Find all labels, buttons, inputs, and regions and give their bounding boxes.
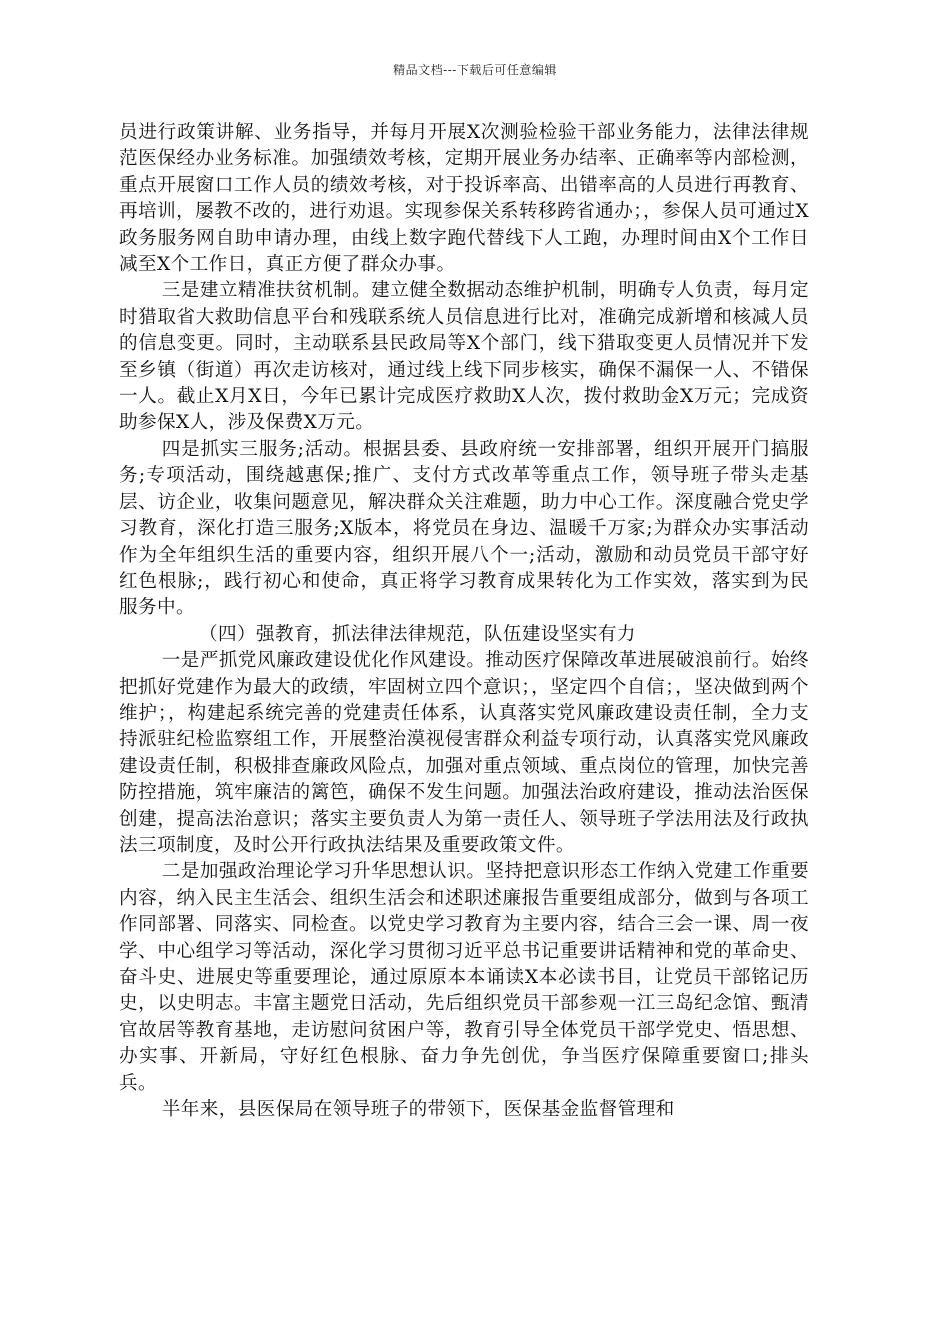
paragraph-half-year: 半年来，县医保局在领导班子的带领下，医保基金监督管理和 — [161, 1099, 675, 1121]
paragraph-three-services: 四是抓实三服务;活动。根据县委、县政府统一安排部署，组织开展开门搞服务;专项活动，围绕越惠保;推广、支付方式改革等重点工作，领导班子带头走基层、访企业，收集问题意见，解决群众关注难题，助力中心工作。深度融合党史学习教育，深化打造三服务;X版本，将党员在身边、温暖千万家;为群众办实事活动作为全年组织生活的重要内容，组织开展八个一;活动，激励和动员党员干部守好红色根脉;，践行初心和使命，真正将学习教育成果转化为工作实效，落实到为民服务中。 — [119, 438, 809, 619]
paragraph-poverty-mechanism: 三是建立精准扶贫机制。建立健全数据动态维护机制，明确专人负责，每月定时猎取省大救助信息平台和残联系统人员信息进行比对，准确完成新增和核减人员的信息变更。同时，主动联系县民政局等X个部门，线下猎取变更人员情况并下发至乡镇（街道）再次走访核对，通过线上线下同步核实，确保不漏保一人、不错保一人。截止X月X日，今年已累计完成医疗救助X人次，拨付救助金X万元；完成资助参保X人，涉及保费X万元。 — [119, 280, 809, 434]
paragraph-political-theory: 二是加强政治理论学习升华思想认识。坚持把意识形态工作纳入党建工作重要内容，纳入民主生活会、组织生活会和述职述廉报告重要组成部分，做到与各项工作同部署、同落实、同检查。以党史学习教育为主要内容，结合三会一课、周一夜学、中心组学习等活动，深化学习贯彻习近平总书记重要讲话精神和党的革命史、奋斗史、进展史等重要理论，通过原原本本诵读X本必读书目，让党员干部铭记历史，以史明志。丰富主题党日活动，先后组织党员干部参观一江三岛纪念馆、甄清官故居等教育基地，走访慰问贫困户等，教育引导全体党员干部学党史、悟思想、办实事、开新局，守好红色根脉、奋力争先创优，争当医疗保障重要窗口;排头兵。 — [119, 861, 809, 1094]
section-heading: （四）强教育，抓法律法律规范，队伍建设坚实有力 — [198, 623, 636, 645]
page-header: 精品文档---下载后可任意编辑 — [393, 63, 557, 77]
paragraph-continuation: 员进行政策讲解、业务指导，并每月开展X次测验检验干部业务能力，法律法律规范医保经办业务标准。加强绩效考核，定期开展业务办结率、正确率等内部检测，重点开展窗口工作人员的绩效考核，对于投诉率高、出错率高的人员进行再教育、再培训，屡教不改的，进行劝退。实现参保关系转移跨省通办；，参保人员可通过X政务服务网自助申请办理，由线上数字跑代替线下人工跑，办理时间由X个工作日减至X个工作日，真正方便了群众办事。 — [119, 122, 809, 276]
document-body — [119, 120, 809, 1123]
paragraph-party-conduct: 一是严抓党风廉政建设优化作风建设。推动医疗保障改革进展破浪前行。始终把抓好党建作为最大的政绩，牢固树立四个意识；，坚定四个自信；，坚决做到两个维护；，构建起系统完善的党建责任体系，认真落实党风廉政建设责任制，全力支持派驻纪检监察组工作，开展整治漠视侵害群众利益专项行动，认真落实党风廉政建设责任制，积极排查廉政风险点，加强对重点领域、重点岗位的管理，加快完善防控措施，筑牢廉洁的篱笆，确保不发生问题。加强法治政府建设，推动法治医保创建，提高法治意识；落实主要负责人为第一责任人、领导班子学法用法及行政执法三项制度，及时公开行政执法结果及重要政策文件。 — [119, 650, 809, 856]
